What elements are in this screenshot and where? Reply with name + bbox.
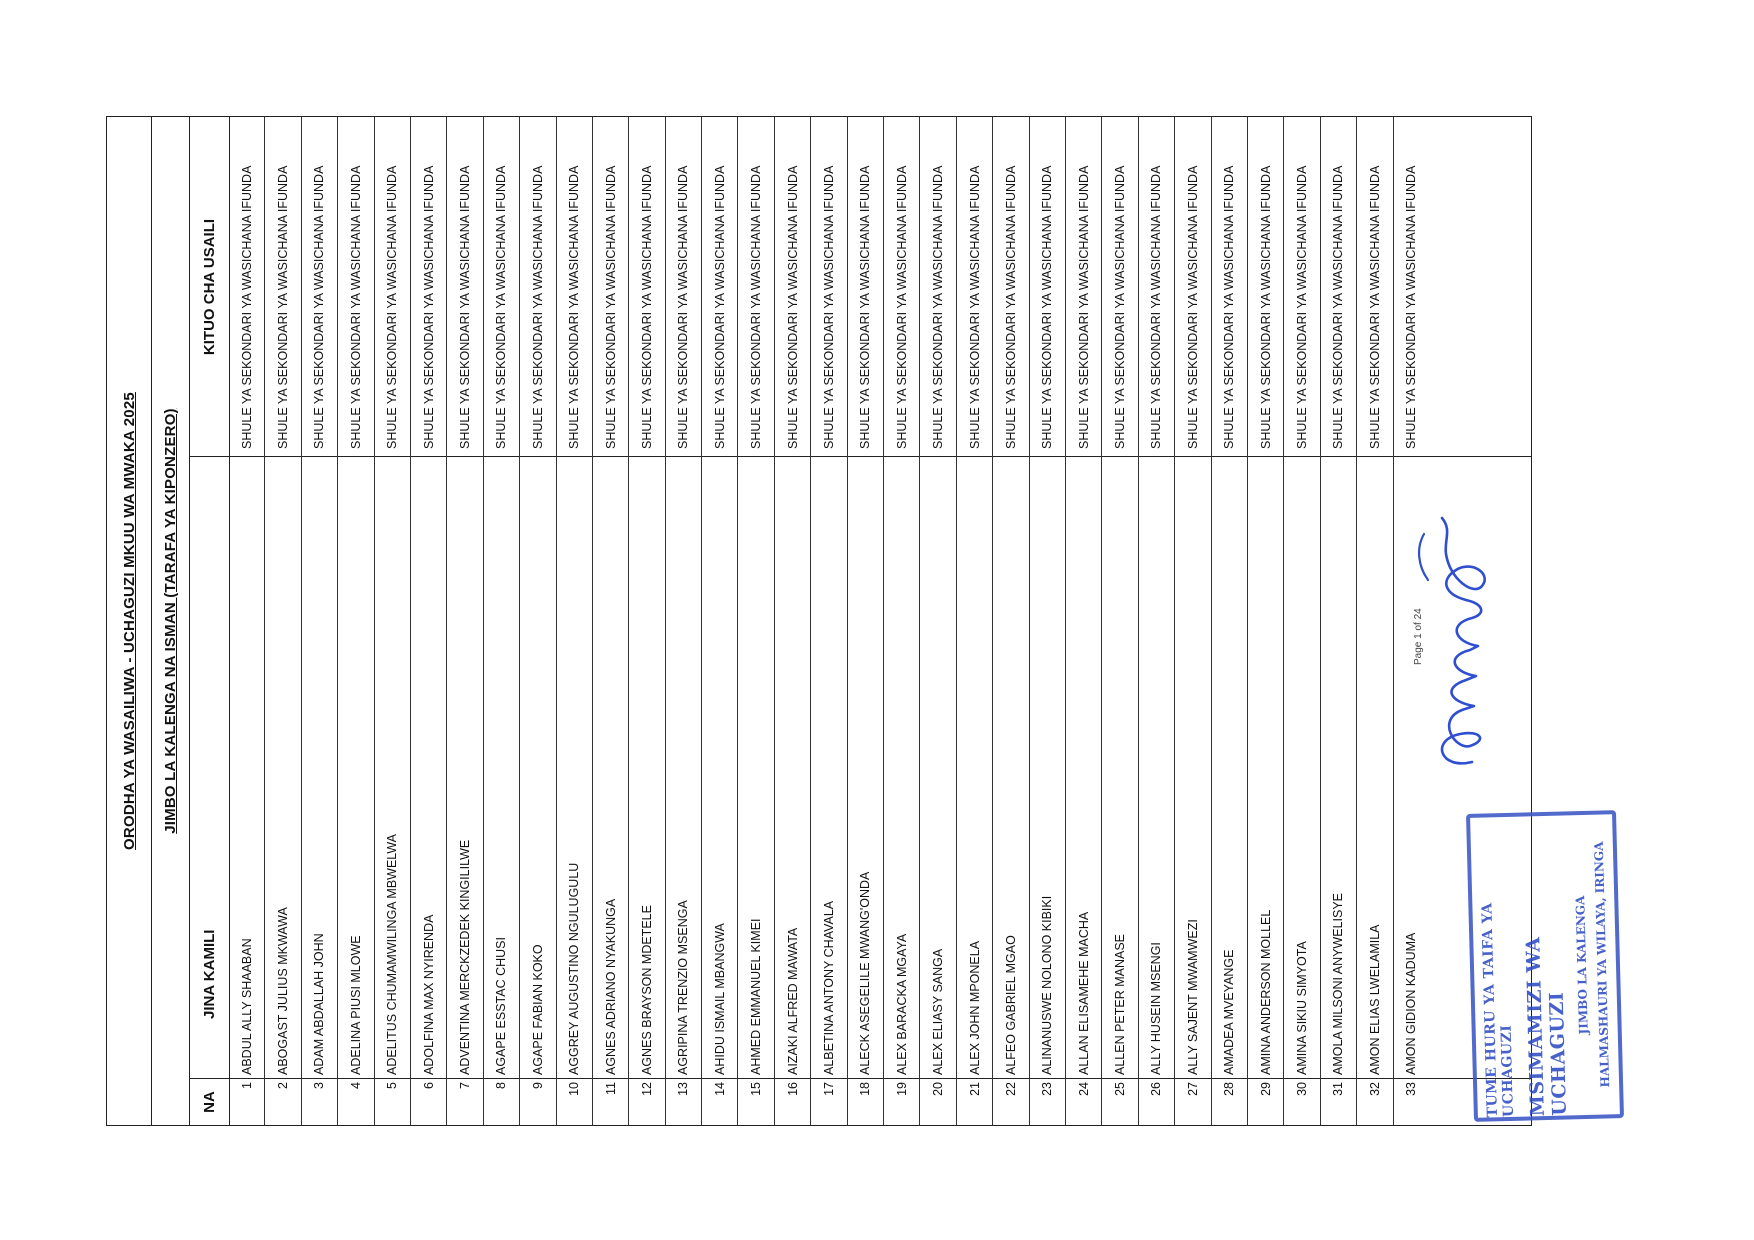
interview-centre: SHULE YA SEKONDARI YA WASICHANA IFUNDA — [603, 165, 618, 449]
stamp-line-2: MSIMAMIZI WA UCHAGUZI — [1522, 936, 1571, 1117]
table-row — [702, 117, 738, 1125]
candidate-name: ALLEN PETER MANASE — [1113, 933, 1128, 1075]
row-number: 2 — [276, 1082, 291, 1089]
candidate-name: ALEX BARACKA MGAYA — [894, 933, 909, 1075]
interview-centre: SHULE YA SEKONDARI YA WASICHANA IFUNDA — [348, 165, 363, 449]
candidate-name: AHMED EMMANUEL KIMEI — [749, 918, 764, 1075]
candidate-name: ABDUL ALLY SHAABAN — [239, 938, 254, 1075]
table-row — [302, 117, 338, 1125]
interview-centre: SHULE YA SEKONDARI YA WASICHANA IFUNDA — [1003, 165, 1018, 449]
candidate-name: AMINA SIKIU SIMYOTA — [1295, 941, 1310, 1075]
row-number: 31 — [1331, 1082, 1346, 1096]
candidate-name: AMINA ANDERSON MOLLEL — [1258, 909, 1273, 1075]
candidate-name: ALINANUSWE NOLONO KIBIKI — [1040, 895, 1055, 1075]
table-body — [229, 117, 1429, 1125]
row-number: 11 — [603, 1082, 618, 1095]
interview-centre: SHULE YA SEKONDARI YA WASICHANA IFUNDA — [712, 165, 727, 449]
signature-icon — [1400, 500, 1510, 780]
column-header-kituo: KITUO CHA USAILI — [200, 218, 218, 356]
row-number: 24 — [1076, 1082, 1091, 1096]
table-row — [593, 117, 629, 1125]
interview-centre: SHULE YA SEKONDARI YA WASICHANA IFUNDA — [931, 165, 946, 449]
row-number: 18 — [858, 1082, 873, 1096]
column-header-name: JINA KAMILI — [200, 929, 218, 1019]
row-number: 17 — [821, 1082, 836, 1096]
document-subtitle: JIMBO LA KALENGA NA ISMAN (TARAFA YA KIPONZERO) — [161, 408, 179, 834]
row-number: 15 — [749, 1082, 764, 1096]
candidate-name: ALEX JOHN MPONELA — [967, 940, 982, 1075]
table-row — [557, 117, 593, 1125]
interview-centre: SHULE YA SEKONDARI YA WASICHANA IFUNDA — [1404, 165, 1419, 449]
row-number: 33 — [1404, 1082, 1419, 1096]
row-number: 1 — [239, 1082, 254, 1089]
candidate-name: ALEX ELIASY SANGA — [931, 948, 946, 1075]
table-row — [1102, 117, 1138, 1125]
row-number: 20 — [931, 1082, 946, 1096]
interview-centre: SHULE YA SEKONDARI YA WASICHANA IFUNDA — [858, 165, 873, 449]
interview-centre: SHULE YA SEKONDARI YA WASICHANA IFUNDA — [1040, 165, 1055, 449]
table-row — [1284, 117, 1320, 1125]
interview-centre: SHULE YA SEKONDARI YA WASICHANA IFUNDA — [530, 165, 545, 449]
interview-centre: SHULE YA SEKONDARI YA WASICHANA IFUNDA — [821, 165, 836, 449]
row-number: 30 — [1295, 1082, 1310, 1096]
candidate-name: ADELINA PIUSI MLOWE — [348, 935, 363, 1075]
interview-centre: SHULE YA SEKONDARI YA WASICHANA IFUNDA — [1295, 165, 1310, 449]
candidate-name: AMON ELIAS LWELAMILA — [1367, 924, 1382, 1075]
row-number: 3 — [312, 1082, 327, 1089]
table-row — [775, 117, 811, 1125]
table-row — [1248, 117, 1284, 1125]
interview-centre: SHULE YA SEKONDARI YA WASICHANA IFUNDA — [239, 165, 254, 449]
row-number: 9 — [530, 1082, 545, 1089]
row-number: 25 — [1113, 1082, 1128, 1096]
table-row — [811, 117, 847, 1125]
row-number: 19 — [894, 1082, 909, 1096]
candidate-name: ADAM ABDALLAH JOHN — [312, 933, 327, 1075]
table-row — [1321, 117, 1357, 1125]
table-row — [1066, 117, 1102, 1125]
interview-centre: SHULE YA SEKONDARI YA WASICHANA IFUNDA — [385, 165, 400, 449]
interview-list-table — [106, 116, 1532, 1126]
candidate-name: ALBETINA ANTONY CHAVALA — [821, 900, 836, 1075]
table-row — [1139, 117, 1175, 1125]
candidate-name: ADELITUS CHUMAMWILINGA MBWELWA — [385, 834, 400, 1075]
table-row — [1357, 117, 1393, 1125]
row-number: 5 — [385, 1082, 400, 1089]
interview-centre: SHULE YA SEKONDARI YA WASICHANA IFUNDA — [967, 165, 982, 449]
candidate-name: AHIDU ISMAIL MBANGWA — [712, 923, 727, 1075]
row-number: 10 — [567, 1082, 582, 1096]
interview-centre: SHULE YA SEKONDARI YA WASICHANA IFUNDA — [1222, 165, 1237, 449]
row-number: 14 — [712, 1082, 727, 1096]
table-row — [920, 117, 956, 1125]
interview-centre: SHULE YA SEKONDARI YA WASICHANA IFUNDA — [1367, 165, 1382, 449]
row-number: 7 — [458, 1082, 473, 1089]
table-row — [848, 117, 884, 1125]
interview-centre: SHULE YA SEKONDARI YA WASICHANA IFUNDA — [639, 165, 654, 449]
row-number: 8 — [494, 1082, 509, 1089]
table-row — [666, 117, 702, 1125]
column-header-na: NA — [200, 1091, 218, 1113]
subtitle-row — [151, 117, 190, 1125]
title-row — [107, 117, 152, 1125]
candidate-name: AMON GIDION KADUMA — [1404, 932, 1419, 1075]
table-row — [447, 117, 483, 1125]
candidate-name: ADOLFINA MAX NYIRENDA — [421, 914, 436, 1075]
stamp-line-4: HALMASHAURI YA WILAYA, IRINGA — [1591, 841, 1613, 1088]
interview-centre: SHULE YA SEKONDARI YA WASICHANA IFUNDA — [676, 165, 691, 449]
stamp-line-1: TUME HURU YA TAIFA YA UCHAGUZI — [1479, 902, 1517, 1118]
row-number: 23 — [1040, 1082, 1055, 1096]
interview-centre: SHULE YA SEKONDARI YA WASICHANA IFUNDA — [312, 165, 327, 449]
table-row — [265, 117, 301, 1125]
candidate-name: AGGREY AUGUSTINO NGULUGULU — [567, 862, 582, 1075]
document-title: ORODHA YA WASAILIWA - UCHAGUZI MKUU WA MWAKA 2025 — [120, 392, 138, 850]
interview-centre: SHULE YA SEKONDARI YA WASICHANA IFUNDA — [458, 165, 473, 449]
row-number: 21 — [967, 1082, 982, 1096]
interview-centre: SHULE YA SEKONDARI YA WASICHANA IFUNDA — [567, 165, 582, 449]
table-row — [520, 117, 556, 1125]
page-number: Page 1 of 24 — [1413, 608, 1424, 665]
row-number: 6 — [421, 1082, 436, 1089]
interview-centre: SHULE YA SEKONDARI YA WASICHANA IFUNDA — [894, 165, 909, 449]
table-row — [1212, 117, 1248, 1125]
table-header — [189, 117, 230, 1125]
official-stamp — [1466, 810, 1624, 1122]
row-number: 28 — [1222, 1082, 1237, 1096]
table-row — [411, 117, 447, 1125]
table-row — [1175, 117, 1211, 1125]
table-row — [884, 117, 920, 1125]
interview-centre: SHULE YA SEKONDARI YA WASICHANA IFUNDA — [1149, 165, 1164, 449]
interview-centre: SHULE YA SEKONDARI YA WASICHANA IFUNDA — [1076, 165, 1091, 449]
table-row — [993, 117, 1029, 1125]
candidate-name: AGAPE FABIAN KOKO — [530, 944, 545, 1075]
interview-centre: SHULE YA SEKONDARI YA WASICHANA IFUNDA — [749, 165, 764, 449]
table-row — [957, 117, 993, 1125]
candidate-name: AGNES ADRIANO NYAKUNGA — [603, 898, 618, 1075]
table-row — [375, 117, 411, 1125]
candidate-name: ALLAN ELISAMEHE MACHA — [1076, 911, 1091, 1075]
table-row — [1030, 117, 1066, 1125]
row-number: 4 — [348, 1082, 363, 1089]
table-row — [338, 117, 374, 1125]
candidate-name: ADVENTINA MERCKZEDEK KINGILILWE — [458, 839, 473, 1075]
signature-image — [1400, 500, 1515, 780]
candidate-name: ALFEO GABRIEL MGAO — [1003, 935, 1018, 1075]
row-number: 27 — [1185, 1082, 1200, 1096]
interview-centre: SHULE YA SEKONDARI YA WASICHANA IFUNDA — [276, 165, 291, 449]
candidate-name: AIZAKI ALFRED MAWATA — [785, 927, 800, 1075]
table-row — [229, 117, 265, 1125]
candidate-name: ALLY SAJENT MWAMWEZI — [1185, 919, 1200, 1075]
candidate-name: AGAPE ESSTAC CHUSI — [494, 937, 509, 1075]
row-number: 22 — [1003, 1082, 1018, 1096]
interview-centre: SHULE YA SEKONDARI YA WASICHANA IFUNDA — [785, 165, 800, 449]
row-number: 32 — [1367, 1082, 1382, 1096]
table-row — [484, 117, 520, 1125]
table-row — [629, 117, 665, 1125]
interview-centre: SHULE YA SEKONDARI YA WASICHANA IFUNDA — [1113, 165, 1128, 449]
row-number: 12 — [639, 1082, 654, 1096]
stamp-line-3: JIMBO LA KALENGA — [1573, 895, 1591, 1035]
table-row — [738, 117, 774, 1125]
candidate-name: AMADEA MVEYANGE — [1222, 949, 1237, 1075]
interview-centre: SHULE YA SEKONDARI YA WASICHANA IFUNDA — [1331, 165, 1346, 449]
interview-centre: SHULE YA SEKONDARI YA WASICHANA IFUNDA — [1258, 165, 1273, 449]
candidate-name: AGNES BRAYSON MDETELE — [639, 905, 654, 1075]
row-number: 26 — [1149, 1082, 1164, 1096]
candidate-name: AGRIPINA TRENZIO MSENGA — [676, 900, 691, 1075]
candidate-name: AMOLA MILSONI ANYWELISYE — [1331, 892, 1346, 1075]
interview-centre: SHULE YA SEKONDARI YA WASICHANA IFUNDA — [494, 165, 509, 449]
interview-centre: SHULE YA SEKONDARI YA WASICHANA IFUNDA — [1185, 165, 1200, 449]
row-number: 16 — [785, 1082, 800, 1096]
candidate-name: ALLY HUSEIN MSENGI — [1149, 942, 1164, 1075]
candidate-name: ALECK ASEGELILE MWANG'ONDA — [858, 871, 873, 1075]
row-number: 13 — [676, 1082, 691, 1096]
row-number: 29 — [1258, 1082, 1273, 1096]
candidate-name: ABOGAST JULIUS MKWAWA — [276, 907, 291, 1075]
interview-centre: SHULE YA SEKONDARI YA WASICHANA IFUNDA — [421, 165, 436, 449]
